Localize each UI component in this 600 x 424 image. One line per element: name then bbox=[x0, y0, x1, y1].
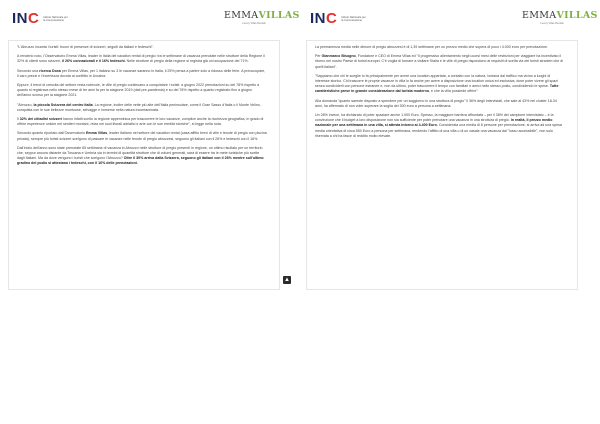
page-header bbox=[8, 8, 300, 32]
text-run: Secondo una bbox=[17, 68, 40, 73]
article-paragraph bbox=[17, 146, 267, 167]
bold-text: la piccola Svizzera del centro Italia bbox=[33, 102, 93, 107]
bold-text: 32% dei cittadini svizzeri bbox=[19, 117, 62, 122]
bold-text: Oltre il 30% arriva dalla Svizzera, seguono gli italiani con il 26% mentre sull'ultimo gradino del podio si attestano i tedeschi, con il 16% delle prenotazioni. bbox=[17, 156, 264, 166]
inc-logo[interactable] bbox=[12, 10, 69, 27]
article-paragraph bbox=[17, 131, 267, 141]
text-run: La permanenza media nelle dimore di pregio abruzzesi è di 1,39 settimane per un prezzo medio che supera di poco i 4.000 euro per prenotazione. bbox=[315, 45, 548, 49]
article-paragraph bbox=[17, 103, 267, 113]
article-page-right bbox=[306, 8, 598, 290]
bold-text: In realtà, il prezzo medio nazionale per una settimana in una villa, si attesta intorno ai 4.400 Euro. bbox=[315, 118, 553, 128]
article-paragraph bbox=[17, 83, 267, 99]
text-run: Secondo quanto riportato dall'Osservatorio bbox=[17, 131, 87, 136]
chevron-up-icon: ▲ bbox=[284, 277, 290, 283]
article-paragraph bbox=[315, 99, 565, 109]
text-run: "L'Abruzzo incanta i turisti: boom di presenze di svizzeri, seguiti da italiani e tedeschi". bbox=[17, 45, 154, 49]
bold-text: il 26% connazionali e il 16% tedeschi. bbox=[61, 59, 126, 64]
text-run: A renderlo noto, l'Osservatorio Emma Villas, leader in Italia del vacation rental di pregio: tra le settimane di vacanza prenotate nelle strutture della Regione il 32% di clienti sono svizzeri, bbox=[17, 54, 265, 64]
article-paragraph bbox=[17, 117, 267, 127]
bold-text: Tutte caratteristiche prese in grande considerazione dal turista moderno bbox=[315, 84, 559, 94]
text-run: Un 28% invece, ha dichiarato di poter spaziare anche 1.000 Euro. Spesso, la maggiore barriera affrontata – per il 38% del campione intervistato – è la convinzione che il budget a loro disposizione non sia sufficiente per poter prenotare una vacanza in una struttura di pregio. bbox=[315, 113, 554, 123]
text-run: Alla domanda "quanto sareste disposto a spendere per un soggiorno in una struttura di pregio" il 36% degli intervistati, che sale al 43% nel cluster 18-34 anni, ha affermato di non voler superare la soglia dei 300 euro a persona a settimana. bbox=[315, 98, 557, 108]
article-paragraph bbox=[315, 45, 565, 50]
bold-text: Gianmarco Bisogno bbox=[321, 54, 356, 59]
emma-villas-logo[interactable] bbox=[522, 10, 598, 25]
article-paragraph bbox=[315, 74, 565, 95]
text-run: "Sappiamo che chi le sceglie lo fa principalmente per avere una location appartata, a contatto con la natura, lontana dal traffico ma vicino a luoghi di interesse storico. Chi trascorre le proprie vacanze in villa lo fa anche per avere a disposizione una location unica ed esclusiva, dove poter vivere gli spazi senza condividerli con persone estranee e, non da ultimo, poter trascorrere il tempo con familiari e amici nello stesso posto, condividendo le spese. bbox=[315, 73, 558, 89]
article-frame bbox=[8, 40, 290, 290]
article-paragraph bbox=[17, 45, 267, 50]
article-paragraph bbox=[17, 69, 267, 79]
emma-villas-logo-name: EMMAVILLAS bbox=[224, 10, 300, 21]
scroll-to-top-button[interactable] bbox=[283, 276, 291, 284]
article-paragraph bbox=[17, 54, 267, 64]
inc-logo-mark: INC bbox=[12, 10, 40, 27]
emma-villas-logo-name: EMMAVILLAS bbox=[522, 10, 598, 21]
text-run: Considerata una media di 8 persone per prenotazione, si arriva ad una spesa media orientativa di circa 550 Euro a persona per settimana, rendendo l'affitto di una villa o di un casale una vacanza dal "lusso accessibile", non solo riservata a chi ha fasce di reddito molto elevate. bbox=[315, 123, 562, 138]
article-paragraph bbox=[315, 113, 565, 139]
inc-logo-mark: INC bbox=[310, 10, 338, 27]
text-run: Il bbox=[17, 117, 20, 122]
text-run: , e che la villa possiede offrire". bbox=[429, 89, 479, 94]
text-run: per Emma Villas, per 1 italiano su 3 le vacanze saranno in Italia, il 25% pensa a partire solo a ridosso delle ferie. A preoccupare, il caro prezzi e l'incertezza dovuta al conflitto in Ucraina. bbox=[17, 68, 266, 78]
inc-logo-tagline: Istituto Nazionale per la Comunicazione bbox=[341, 15, 366, 22]
article-paragraph bbox=[315, 54, 565, 70]
text-run: . La regione, inoltre delle vette più alte dell'Italia peninsulare, come il Gran Sasso d'Italia o il Monte Velino, conquista con le sue bellezze montuose, selvagge e immerse nella natura incontaminata. bbox=[17, 102, 261, 112]
text-run: , leader Italiano nel settore del vacation rental (casa affitto brevi di ville e tenute di pregio con piscina privata), sempre più turisti svizzeri scelgono di passare le vacanze nelle tenute di pregio abruzzesi, seguono gli italiani con il 26% e tedeschi con il 16%. bbox=[17, 131, 267, 141]
emma-villas-logo[interactable] bbox=[224, 10, 300, 25]
page-header bbox=[306, 8, 598, 32]
emma-villas-logo-tagline: Luxury Villas Rentals bbox=[540, 22, 564, 25]
text-run: Per bbox=[315, 54, 322, 59]
text-run: , Fondatore e CEO di Emma Villas ed "Il progressivo allentamento negli ucorsi mesi delle restrizioni per viaggiare ha incentivato il ritorno nel nostro Paese di turisti europei. C'è voglia di tornare a visitare l'Italia e le ville di pregio rispondono ai requisiti di scelta via dei turisti stranieri che di quelli italiani". bbox=[315, 54, 564, 69]
text-run: Dall'inizio dell'anno sono state prenotate 65 settimane di vacanza in Abruzzo nelle strutture di pregio presenti in regione, un ottimo risultato per un territorio che, seppur ancora distante da Toscana e Umbria sia in termini di quantità strutture che di volumi generati, sarà di essere tra le mete turistiche più scelte dagli Italiani. Ma da dove vengono i turisti che scelgono l'Abruzzo? bbox=[17, 145, 263, 161]
emma-villas-logo-tagline: Luxury Villas Rentals bbox=[242, 22, 266, 25]
text-run: "Abruzzo, bbox=[17, 102, 34, 107]
article-body bbox=[315, 45, 565, 285]
inc-logo-tagline: Istituto Nazionale per la Comunicazione bbox=[43, 15, 68, 22]
text-run: hanno infatti scelto la regione appenninica per trascorrere le loro vacanze, complice anche la ricchezza geografica, in grado di offrire esperienze uniche nei sentieri montani, relax nei suoi litorali adriatici e arte con le sue eredità storiche", si legge nella nota. bbox=[17, 117, 264, 127]
article-page-left bbox=[8, 8, 300, 290]
bold-text: Emma Villas bbox=[86, 131, 108, 136]
article-body bbox=[17, 45, 267, 285]
text-run: Nelle strutture di pregio della regione si registra già un'occupazione del 71%. bbox=[125, 59, 249, 64]
inc-logo[interactable] bbox=[310, 10, 367, 27]
article-frame bbox=[306, 40, 578, 290]
text-run: Eppure, il trend di crescita del settore resta notevole, le ville di pregio continuano a conquistare i turisti: a giugno 2022 prenotazioni su del 78% rispetto a quanto si registrava nello stesso mese di tre anni fa per la stagione 2019 (dati pre-pandemia) e su del 76% rispetto a quanto registrato fino a giugno dell'anno scorso per la stagione 2021. bbox=[17, 83, 260, 98]
bold-text: ricerca Doxa bbox=[39, 68, 61, 73]
